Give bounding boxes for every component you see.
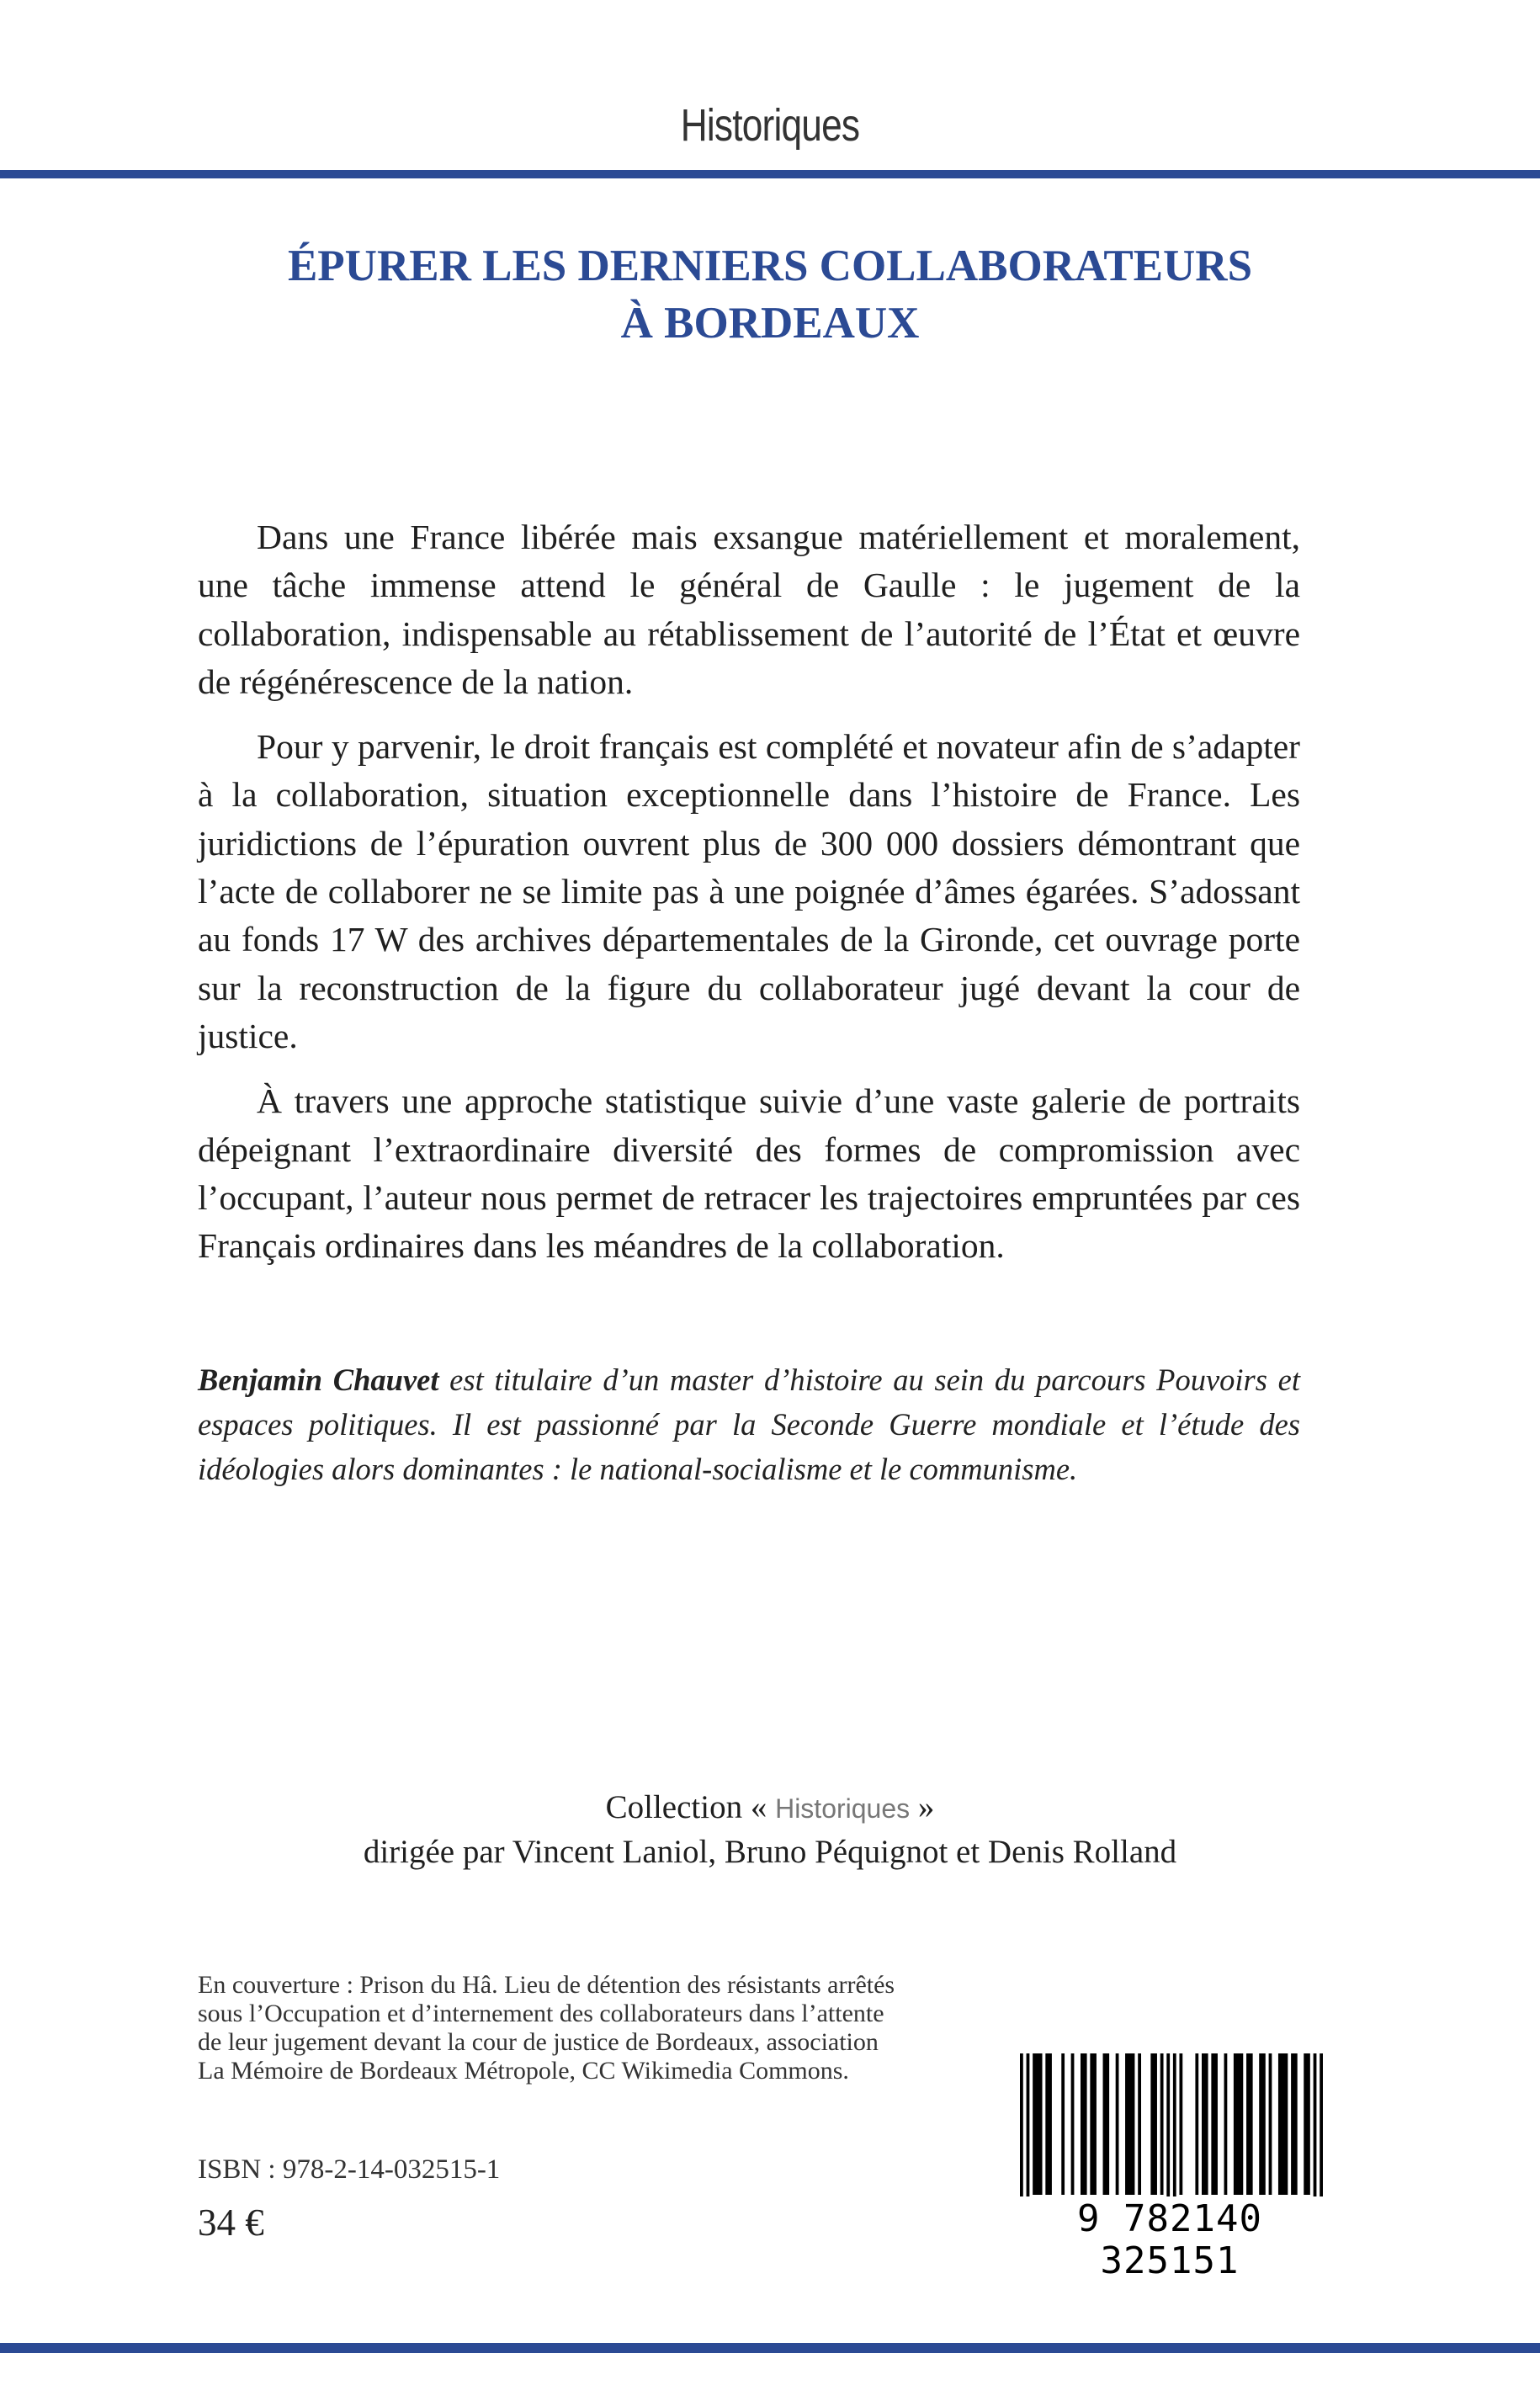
collection-line: [0, 1786, 1540, 1830]
barcode-bar: [1081, 2053, 1087, 2195]
barcode-bar: [1234, 2053, 1243, 2195]
author-bio: [198, 1357, 1300, 1491]
barcode-bar: [1179, 2053, 1182, 2195]
barcode-bar: [1160, 2053, 1164, 2195]
barcode-guard-bar: [1027, 2053, 1030, 2196]
barcode-digits: 9 782140 325151: [1077, 2197, 1262, 2282]
barcode-guard-bar: [1314, 2053, 1317, 2196]
summary-paragraph: Dans une France libérée mais exsangue matériellement et moralement, une tâche immense attend le général de Gaulle : le jugement de la collaboration, indispensable au rétablissement de l’autorité de l’État et œuvre de régénérescence de la nation.: [198, 518, 1300, 701]
summary: [198, 513, 1300, 1287]
book-title-line-2: À BORDEAUX: [620, 299, 920, 348]
barcode-bar: [1195, 2053, 1198, 2195]
barcode-guard-bar: [1166, 2053, 1170, 2196]
isbn: ISBN : 978-2-14-032515-1: [198, 2154, 501, 2185]
series-header: Historiques: [680, 100, 860, 151]
barcode-bar: [1211, 2053, 1218, 2195]
barcode-bar: [1125, 2053, 1134, 2195]
barcode-bar: [1224, 2053, 1228, 2195]
top-rule: [0, 170, 1540, 178]
collection-prefix: Collection «: [605, 1789, 776, 1825]
author-bio-text: est titulaire d’un master d’histoire au sein du parcours Pouvoirs et espaces politiques. Il est passionné par la Seconde Guerre mondiale et l’étude des idéologies alors dominantes : le national-socialisme et le communisme.: [198, 1362, 1300, 1486]
barcode-bar: [1202, 2053, 1208, 2195]
barcode-bar: [1116, 2053, 1119, 2195]
cover-credit: En couverture : Prison du Hâ. Lieu de détention des résistants arrêtés sous l’Occupation et d’internement des collaborateurs dans l’attente de leur jugement devant la cour de justice de Bordeaux, association La Mémoire de Bordeaux Métropole, CC Wikimedia Commons.: [198, 1971, 895, 2085]
barcode-bar: [1278, 2053, 1288, 2195]
barcode-bar: [1045, 2053, 1052, 2195]
collection-editors: dirigée par Vincent Laniol, Bruno Péquignot et Denis Rolland: [363, 1834, 1177, 1870]
barcode-bar: [1269, 2053, 1272, 2195]
barcode-bar: [1138, 2053, 1141, 2195]
barcode-guard-bar: [1020, 2053, 1023, 2196]
barcode-bar: [1291, 2053, 1298, 2195]
book-title: [0, 237, 1540, 352]
price: 34 €: [198, 2202, 264, 2244]
bottom-rule: [0, 2343, 1540, 2353]
barcode-bar: [1150, 2053, 1157, 2195]
barcode-bar: [1090, 2053, 1097, 2195]
summary-paragraph: Pour y parvenir, le droit français est complété et novateur afin de s’adapter à la collaboration, situation exceptionnelle dans l’histoire de France. Les juridictions de l’épuration ouvrent plus de 300 000 dossiers démontrant que l’acte de collaborer ne se limite pas à une poignée d’âmes égarées. S’adossant au fonds 17 W des archives départementales de la Gironde, cet ouvrage porte sur la reconstruction de la figure du collaborateur jugé devant la cour de justice.: [198, 727, 1300, 1055]
barcode-bar: [1246, 2053, 1253, 2195]
summary-paragraph: À travers une approche statistique suivie d’une vaste galerie de portraits dépeignant l’extraordinaire diversité des formes de compromission avec l’occupant, l’auteur nous permet de retracer les trajectoires empruntées par ces Français ordinaires dans les méandres de la collaboration.: [198, 1081, 1300, 1266]
barcode-bar: [1259, 2053, 1266, 2195]
barcode-bar: [1071, 2053, 1075, 2195]
collection-suffix: »: [910, 1789, 935, 1825]
barcode-guard-bar: [1320, 2053, 1323, 2196]
author-name: Benjamin Chauvet: [198, 1362, 439, 1397]
barcode-guard-bar: [1173, 2053, 1176, 2196]
collection-series-name: Historiques: [775, 1793, 911, 1824]
barcode-bar: [1061, 2053, 1065, 2195]
barcode-bar: [1033, 2053, 1042, 2195]
barcode-bars: [1020, 2053, 1323, 2196]
barcode-bar: [1304, 2053, 1310, 2195]
collection-info: [0, 1786, 1540, 1874]
barcode-bar: [1103, 2053, 1110, 2195]
barcode: [997, 2053, 1342, 2282]
book-title-line-1: ÉPURER LES DERNIERS COLLABORATEURS: [287, 242, 1253, 290]
